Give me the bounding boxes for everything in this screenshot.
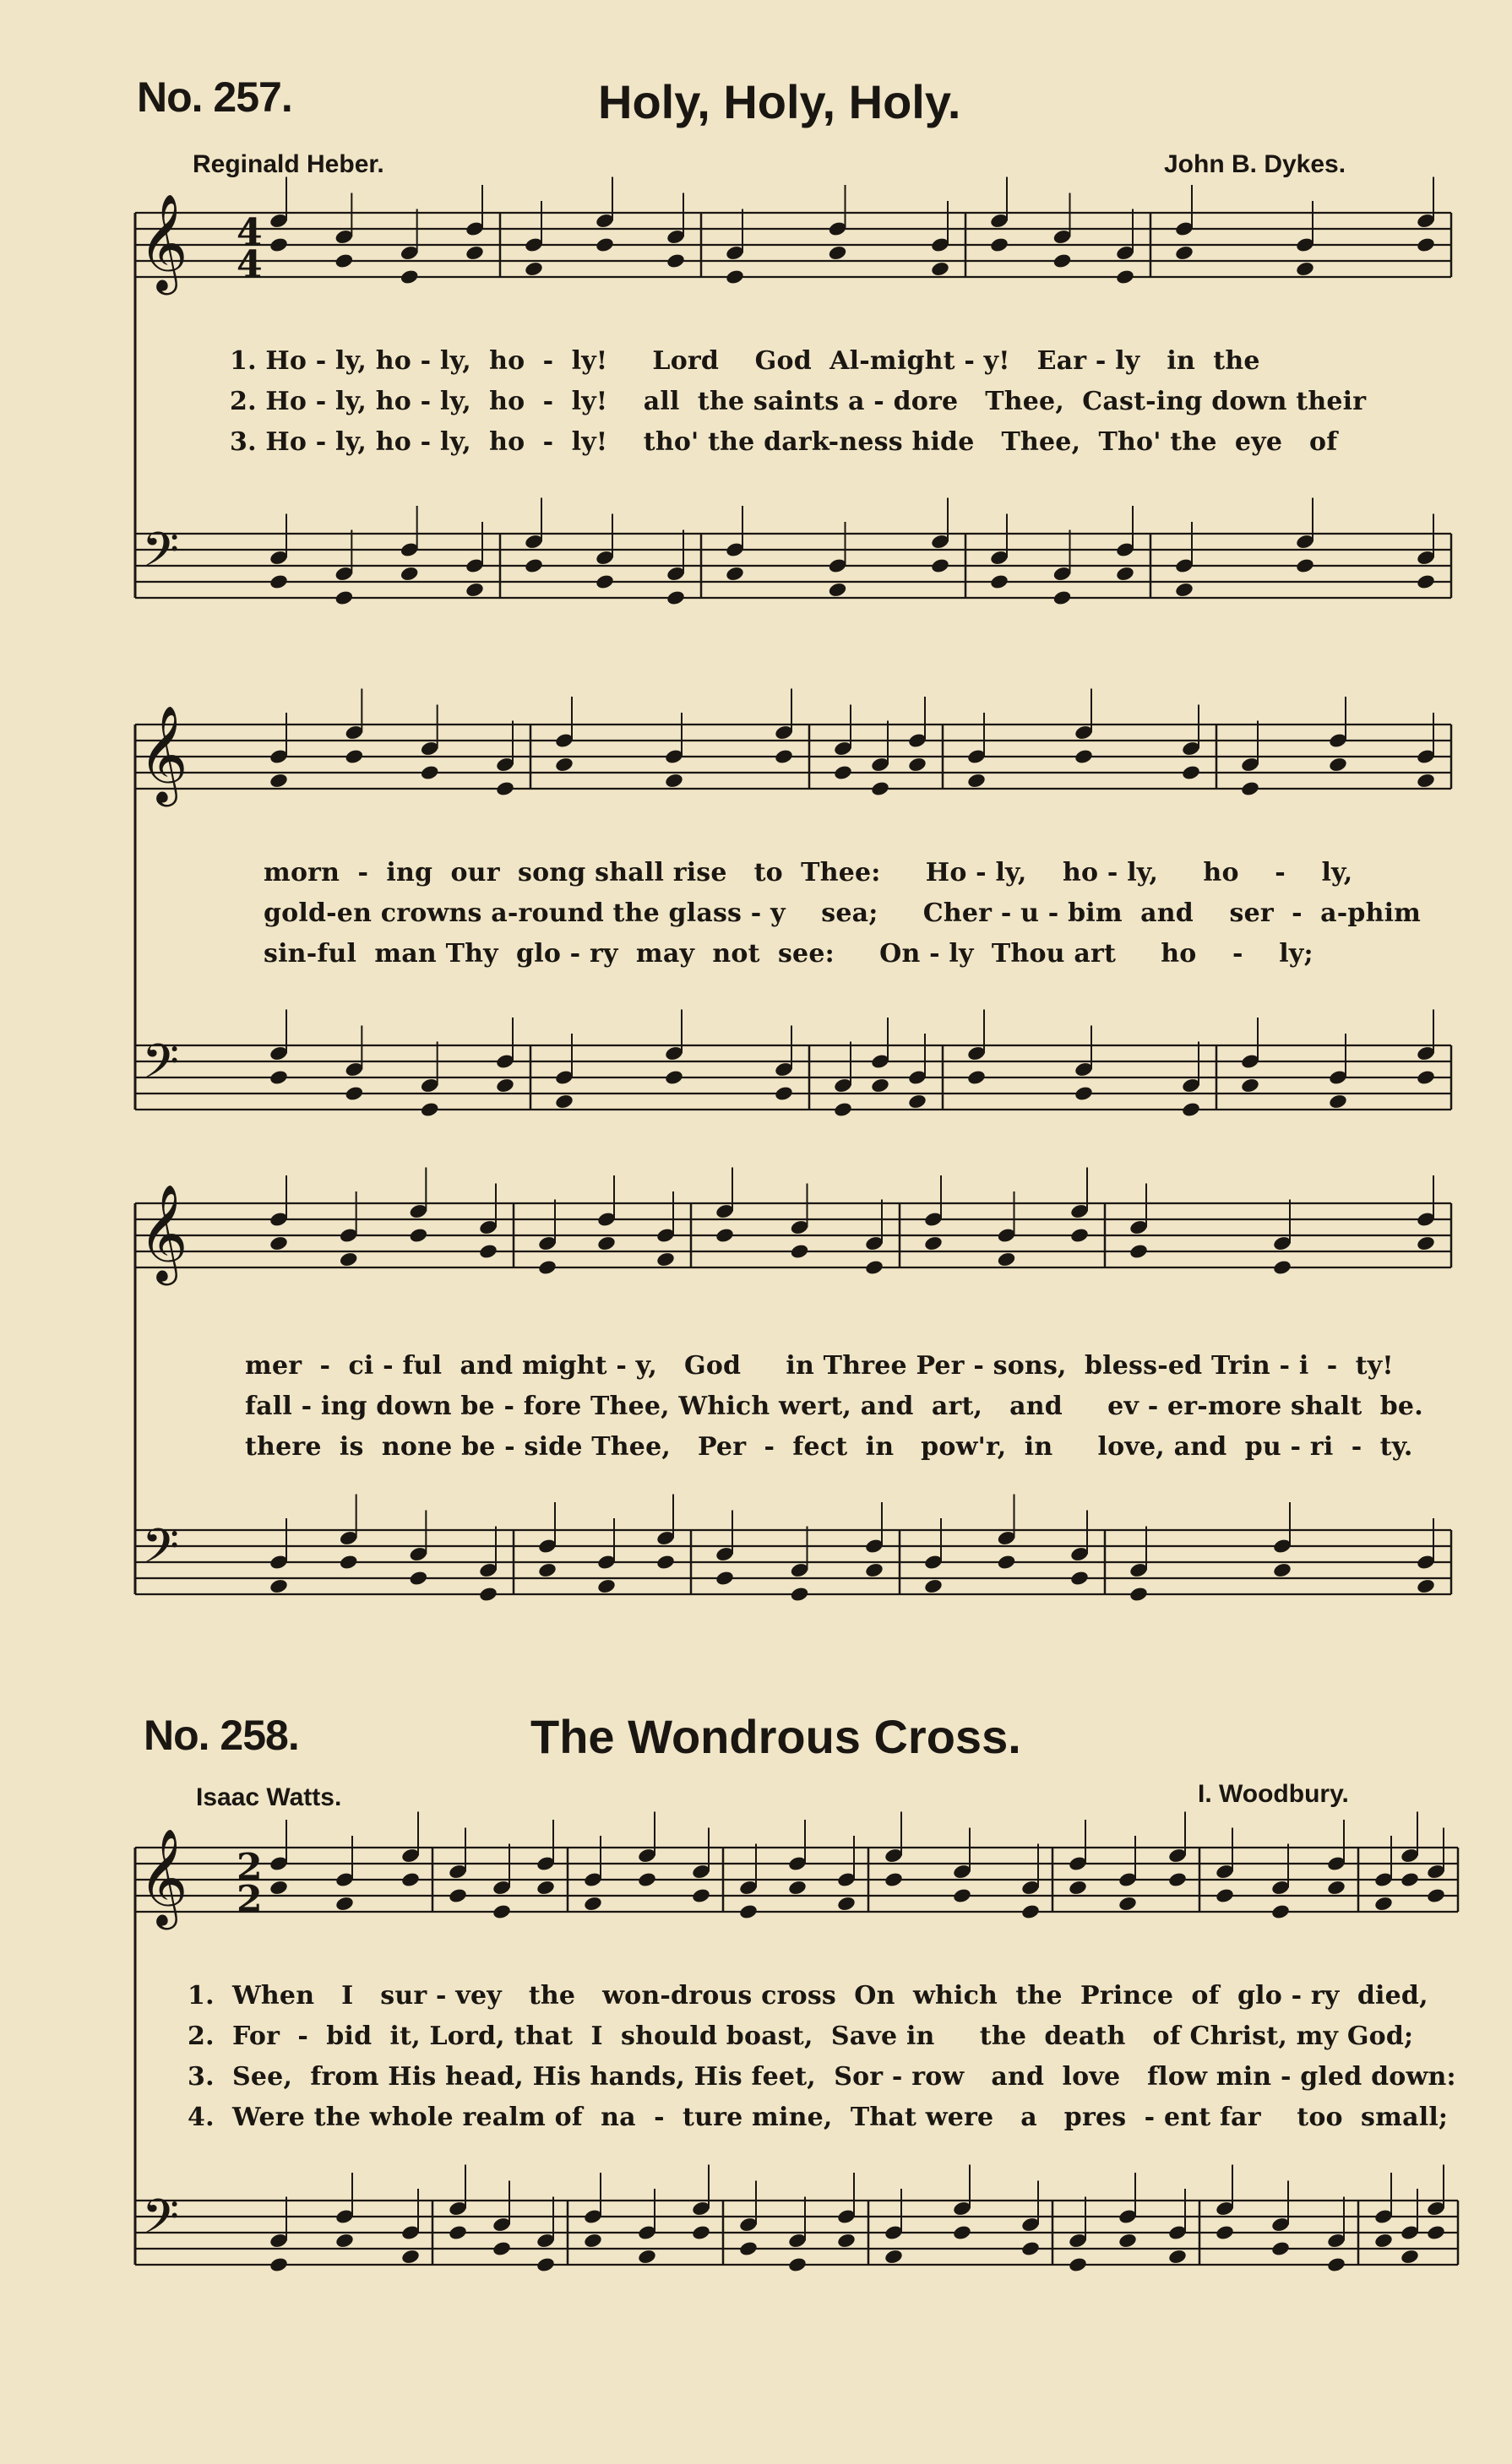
treble-staff-note <box>583 1896 603 1913</box>
time-signature: 2 <box>237 1846 263 1889</box>
lyric-line: 1. When I sur - vey the won-drous cross On which the Prince of glo - ry died, <box>188 1981 1428 2011</box>
treble-staff-note <box>930 261 950 278</box>
lyric-line: 3. Ho - ly, ho - ly, ho - ly! tho' the dark-ness hide Thee, Tho' the eye of <box>230 427 1338 457</box>
treble-staff-note <box>715 1227 735 1244</box>
treble-staff-note <box>664 773 684 790</box>
treble-staff-note <box>989 236 1009 253</box>
treble-staff-note <box>1069 1227 1090 1244</box>
treble-staff-note <box>864 1259 884 1276</box>
bass-staff-note <box>774 1085 794 1102</box>
treble-staff-note <box>836 1896 857 1913</box>
lyric-line: 2. For - bid it, Lord, that I should boast, Save in the death of Christ, my God; <box>188 2022 1414 2051</box>
bass-staff-note <box>666 589 686 606</box>
bass-staff-note <box>554 1094 574 1110</box>
treble-staff-note <box>1020 1903 1041 1920</box>
treble-staff-note <box>774 748 794 765</box>
lyric-line: 4. Were the whole realm of na - ture mine, That were a pres - ent far too small; <box>188 2103 1449 2132</box>
treble-staff-note <box>1416 1235 1436 1252</box>
treble-staff-note <box>966 773 987 790</box>
bass-staff-note <box>492 2240 512 2257</box>
treble-staff-note <box>554 757 574 773</box>
treble-staff-note <box>492 1903 512 1920</box>
bass-staff-note <box>923 1578 944 1595</box>
bass-staff-note <box>1416 1578 1436 1595</box>
treble-staff-note <box>339 1251 359 1268</box>
treble-staff-note <box>495 780 515 797</box>
bass-staff-note <box>478 1586 498 1603</box>
bass-staff-note <box>655 1554 676 1571</box>
treble-staff-note <box>907 757 927 773</box>
treble-staff-note <box>536 1880 556 1897</box>
bass-staff-note <box>1400 2249 1420 2266</box>
hymn-title: Holy, Holy, Holy. <box>598 75 961 128</box>
lyric-line: mer - ci - ful and might - y, God in Three Per - sons, bless-ed Trin - i - ty! <box>245 1351 1394 1381</box>
bass-staff-note <box>989 573 1009 590</box>
treble-staff-note <box>1295 261 1315 278</box>
bass-staff-note <box>930 557 950 574</box>
bass-staff-note <box>400 2249 421 2266</box>
bass-staff-note <box>420 1101 440 1118</box>
treble-staff-note <box>1426 1887 1446 1904</box>
bass-staff-note <box>537 1562 557 1579</box>
bass-staff-note <box>1426 2224 1446 2241</box>
hymn-number: No. 258. <box>144 1712 299 1759</box>
treble-staff-note <box>952 1887 972 1904</box>
lyric-line: fall - ing down be - fore Thee, Which wert, and art, and ev - er-more shalt be. <box>245 1392 1423 1421</box>
bass-staff-note <box>997 1554 1017 1571</box>
treble-staff-note <box>345 748 365 765</box>
bass-staff-note <box>596 1578 617 1595</box>
treble-staff-note <box>1167 1871 1188 1888</box>
lyric-line: gold-en crowns a-round the glass - y sea; Cher - u - bim and ser - a-phim <box>264 898 1422 928</box>
treble-staff-note <box>400 269 420 285</box>
treble-staff-note <box>637 1871 657 1888</box>
treble-staff-note <box>1400 1871 1420 1888</box>
time-signature: 4 <box>237 243 263 286</box>
time-signature: 4 <box>237 211 263 254</box>
treble-staff-note <box>1068 1880 1088 1897</box>
bass-staff-note <box>715 1570 735 1587</box>
bass-staff-note <box>269 573 289 590</box>
bass-staff-note <box>1416 1069 1436 1086</box>
bass-staff-note <box>583 2233 603 2250</box>
bass-staff-note <box>691 2224 711 2241</box>
treble-staff-note <box>334 1896 355 1913</box>
treble-staff-note <box>666 252 686 269</box>
treble-staff-note <box>787 1880 808 1897</box>
treble-staff-note <box>1174 245 1194 262</box>
treble-staff-note <box>923 1235 944 1252</box>
bass-staff-note <box>664 1069 684 1086</box>
bass-staff-note <box>790 1586 810 1603</box>
music-composer: I. Woodbury. <box>1198 1780 1349 1808</box>
bass-staff-note <box>1240 1077 1260 1094</box>
treble-staff-note <box>524 261 544 278</box>
treble-staff-note <box>738 1903 759 1920</box>
bass-staff-note <box>269 1069 289 1086</box>
treble-staff-note <box>596 1235 617 1252</box>
treble-staff-note <box>1272 1259 1292 1276</box>
treble-staff-note <box>1074 748 1094 765</box>
treble-staff-note <box>1373 1896 1394 1913</box>
bass-staff-note <box>345 1085 365 1102</box>
bass-staff-note <box>787 2256 808 2273</box>
bass-staff-note <box>833 1101 853 1118</box>
treble-staff-note <box>790 1243 810 1260</box>
bass-staff-note <box>637 2249 657 2266</box>
bass-clef-icon: 𝄢 <box>142 1519 179 1587</box>
treble-staff-note <box>595 236 615 253</box>
hymn-title: The Wondrous Cross. <box>530 1710 1021 1763</box>
lyric-line: there is none be - side Thee, Per - fect in pow'r, in love, and pu - ri - ty. <box>245 1432 1413 1462</box>
bass-staff-note <box>1069 1570 1090 1587</box>
treble-clef-icon: 𝄞 <box>139 1184 188 1282</box>
bass-staff-note <box>836 2233 857 2250</box>
bass-staff-note <box>524 557 544 574</box>
time-signature: 2 <box>237 1878 263 1921</box>
treble-staff-note <box>269 1880 289 1897</box>
bass-staff-note <box>334 589 355 606</box>
treble-staff-note <box>884 1871 904 1888</box>
hymn-number: No. 257. <box>137 73 292 121</box>
treble-staff-note <box>478 1243 498 1260</box>
bass-staff-note <box>269 2256 289 2273</box>
treble-staff-note <box>870 780 890 797</box>
bass-staff-note <box>1373 2233 1394 2250</box>
bass-staff-note <box>864 1562 884 1579</box>
bass-clef-icon: 𝄢 <box>142 2190 179 2257</box>
treble-staff-note <box>1326 1880 1346 1897</box>
bass-staff-note <box>870 1077 890 1094</box>
bass-staff-note <box>334 2233 355 2250</box>
treble-clef-icon: 𝄞 <box>139 193 188 291</box>
bass-staff-note <box>828 582 848 599</box>
bass-staff-note <box>1270 2240 1291 2257</box>
bass-staff-note <box>1215 2224 1235 2241</box>
treble-staff-note <box>465 245 485 262</box>
bass-staff-note <box>1068 2256 1088 2273</box>
treble-clef-icon: 𝄞 <box>139 705 188 803</box>
bass-staff-note <box>725 566 745 583</box>
treble-staff-note <box>833 764 853 781</box>
bass-staff-note <box>1272 1562 1292 1579</box>
treble-staff-note <box>269 1235 289 1252</box>
bass-staff-note <box>884 2249 904 2266</box>
treble-staff-note <box>448 1887 468 1904</box>
bass-staff-note <box>1167 2249 1188 2266</box>
lyric-line: 3. See, from His head, His hands, His feet, Sor - row and love flow min - gled down: <box>188 2062 1456 2092</box>
bass-staff-note <box>495 1077 515 1094</box>
lyric-line: 1. Ho - ly, ho - ly, ho - ly! Lord God Al-might - y! Ear - ly in the <box>230 346 1260 376</box>
treble-staff-note <box>1118 1896 1138 1913</box>
treble-staff-note <box>269 773 289 790</box>
bass-staff-note <box>1129 1586 1149 1603</box>
treble-staff-note <box>828 245 848 262</box>
bass-staff-note <box>1295 557 1315 574</box>
bass-staff-note <box>400 566 420 583</box>
treble-staff-note <box>1416 773 1436 790</box>
words-author: Isaac Watts. <box>196 1783 342 1811</box>
treble-staff-note <box>1240 780 1260 797</box>
bass-staff-note <box>1328 1094 1348 1110</box>
bass-staff-note <box>465 582 485 599</box>
treble-staff-note <box>655 1251 676 1268</box>
bass-clef-icon: 𝄢 <box>142 1034 179 1102</box>
bass-staff-note <box>1416 573 1436 590</box>
treble-staff-note <box>691 1887 711 1904</box>
bass-staff-note <box>738 2240 759 2257</box>
treble-staff-note <box>1115 269 1135 285</box>
bass-clef-icon: 𝄢 <box>142 523 179 590</box>
treble-staff-note <box>1181 764 1201 781</box>
treble-staff-note <box>420 764 440 781</box>
bass-staff-note <box>595 573 615 590</box>
treble-staff-note <box>1328 757 1348 773</box>
treble-staff-note <box>400 1871 421 1888</box>
bass-staff-note <box>1326 2256 1346 2273</box>
bass-staff-note <box>1052 589 1073 606</box>
lyric-line: 2. Ho - ly, ho - ly, ho - ly! all the saints a - dore Thee, Cast-ing down their <box>230 387 1367 416</box>
bass-staff-note <box>966 1069 987 1086</box>
bass-staff-note <box>1115 566 1135 583</box>
music-composer: John B. Dykes. <box>1164 150 1346 178</box>
treble-staff-note <box>409 1227 429 1244</box>
bass-staff-note <box>1174 582 1194 599</box>
treble-staff-note <box>1215 1887 1235 1904</box>
treble-staff-note <box>537 1259 557 1276</box>
lyric-line: morn - ing our song shall rise to Thee: Ho - ly, ho - ly, ho - ly, <box>264 858 1353 887</box>
treble-staff-note <box>1270 1903 1291 1920</box>
bass-staff-note <box>907 1094 927 1110</box>
bass-staff-note <box>1074 1085 1094 1102</box>
bass-staff-note <box>1118 2233 1138 2250</box>
bass-staff-note <box>952 2224 972 2241</box>
lyric-line: sin-ful man Thy glo - ry may not see: On - ly Thou art ho - ly; <box>264 939 1313 969</box>
treble-staff-note <box>1129 1243 1149 1260</box>
bass-staff-note <box>448 2224 468 2241</box>
bass-staff-note <box>339 1554 359 1571</box>
bass-staff-note <box>1181 1101 1201 1118</box>
words-author: Reginald Heber. <box>193 150 384 178</box>
treble-staff-note <box>997 1251 1017 1268</box>
bass-staff-note <box>269 1578 289 1595</box>
treble-staff-note <box>1416 236 1436 253</box>
treble-clef-icon: 𝄞 <box>139 1828 188 1926</box>
treble-staff-note <box>725 269 745 285</box>
bass-staff-note <box>409 1570 429 1587</box>
treble-staff-note <box>1052 252 1073 269</box>
treble-staff-note <box>334 252 355 269</box>
treble-staff-note <box>269 236 289 253</box>
bass-staff-note <box>536 2256 556 2273</box>
bass-staff-note <box>1020 2240 1041 2257</box>
